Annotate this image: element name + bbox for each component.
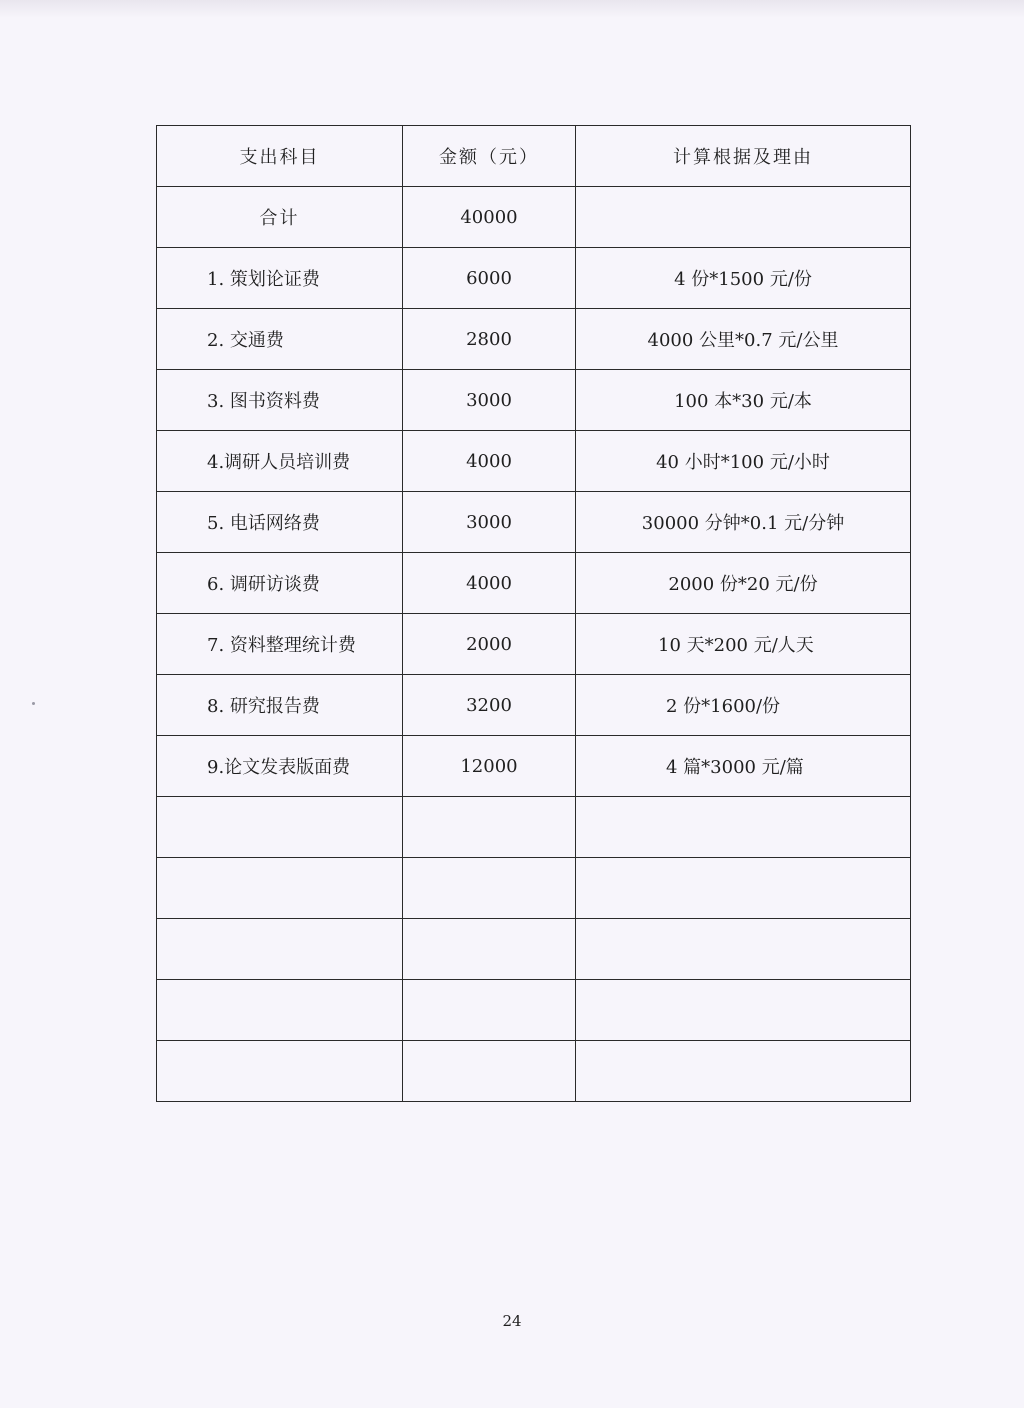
- expense-item: 7. 资料整理统计费: [157, 614, 403, 675]
- expense-amount: 4000: [403, 431, 576, 492]
- empty-cell: [157, 858, 403, 919]
- expense-amount: 6000: [403, 248, 576, 309]
- expense-basis: 2000 份*20 元/份: [576, 553, 911, 614]
- expense-item: 4.调研人员培训费: [157, 431, 403, 492]
- page-number: 24: [502, 1312, 522, 1330]
- expense-item: 5. 电话网络费: [157, 492, 403, 553]
- total-amount: 40000: [403, 187, 576, 248]
- empty-cell: [576, 858, 911, 919]
- expense-amount: 3000: [403, 492, 576, 553]
- table-header-row: [157, 126, 911, 187]
- empty-cell: [157, 1041, 403, 1102]
- expense-amount: 2800: [403, 309, 576, 370]
- empty-row: [157, 1041, 911, 1102]
- table-row: [157, 248, 911, 309]
- expense-amount: 2000: [403, 614, 576, 675]
- table-row: [157, 492, 911, 553]
- budget-table: [156, 125, 911, 1102]
- table-row: [157, 553, 911, 614]
- total-basis: [576, 187, 911, 248]
- empty-cell: [576, 980, 911, 1041]
- table-row: [157, 309, 911, 370]
- empty-cell: [403, 1041, 576, 1102]
- scan-edge-shadow: [0, 0, 1024, 18]
- header-amount: 金额（元）: [403, 126, 576, 187]
- empty-cell: [403, 980, 576, 1041]
- table-row: [157, 370, 911, 431]
- empty-cell: [576, 797, 911, 858]
- expense-amount: 4000: [403, 553, 576, 614]
- expense-item: 6. 调研访谈费: [157, 553, 403, 614]
- table-row: [157, 736, 911, 797]
- expense-item: 9.论文发表版面费: [157, 736, 403, 797]
- empty-cell: [403, 797, 576, 858]
- expense-basis: 4 份*1500 元/份: [576, 248, 911, 309]
- expense-item: 8. 研究报告费: [157, 675, 403, 736]
- expense-basis: 40 小时*100 元/小时: [576, 431, 911, 492]
- expense-basis: 2 份*1600/份: [576, 675, 911, 736]
- expense-amount: 3200: [403, 675, 576, 736]
- expense-amount: 3000: [403, 370, 576, 431]
- empty-cell: [576, 1041, 911, 1102]
- empty-cell: [576, 919, 911, 980]
- empty-cell: [403, 919, 576, 980]
- total-row: [157, 187, 911, 248]
- expense-basis: 4000 公里*0.7 元/公里: [576, 309, 911, 370]
- total-label: 合计: [157, 187, 403, 248]
- expense-item: 1. 策划论证费: [157, 248, 403, 309]
- empty-row: [157, 919, 911, 980]
- expense-item: 3. 图书资料费: [157, 370, 403, 431]
- expense-basis: 30000 分钟*0.1 元/分钟: [576, 492, 911, 553]
- empty-row: [157, 858, 911, 919]
- scan-speck: [32, 702, 35, 705]
- expense-basis: 4 篇*3000 元/篇: [576, 736, 911, 797]
- empty-cell: [157, 980, 403, 1041]
- expense-item: 2. 交通费: [157, 309, 403, 370]
- header-basis: 计算根据及理由: [576, 126, 911, 187]
- empty-cell: [403, 858, 576, 919]
- table-row: [157, 614, 911, 675]
- empty-cell: [157, 919, 403, 980]
- expense-basis: 100 本*30 元/本: [576, 370, 911, 431]
- table-row: [157, 431, 911, 492]
- expense-basis: 10 天*200 元/人天: [576, 614, 911, 675]
- empty-cell: [157, 797, 403, 858]
- empty-row: [157, 797, 911, 858]
- header-expense-item: 支出科目: [157, 126, 403, 187]
- empty-row: [157, 980, 911, 1041]
- table-row: [157, 675, 911, 736]
- expense-amount: 12000: [403, 736, 576, 797]
